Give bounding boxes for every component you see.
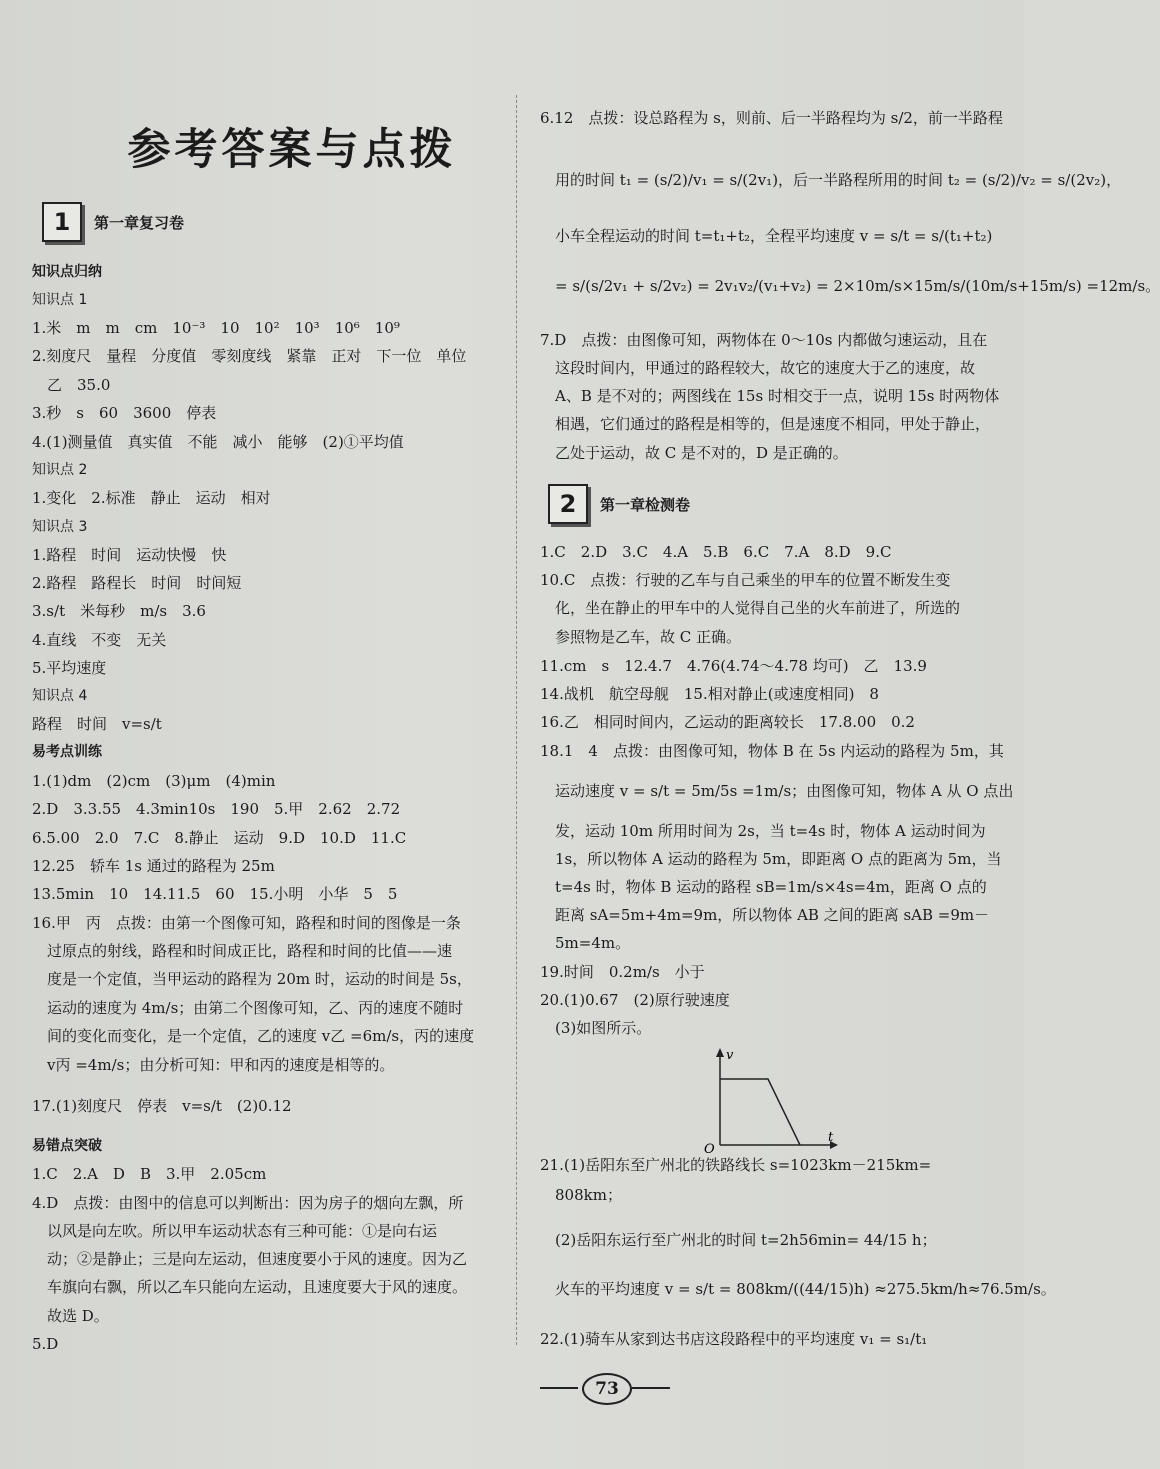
answer-line: 21.(1)岳阳东至广州北的铁路线长 s=1023km－215km= (540, 1156, 932, 1174)
page-title: 参考答案与点拨 (127, 125, 457, 175)
answer-line: 路程 时间 v=s/t (32, 715, 162, 733)
answer-line: 1.(1)dm (2)cm (3)μm (4)min (32, 772, 276, 790)
answer-line: 16.乙 相同时间内，乙运动的距离较长 17.8.00 0.2 (540, 713, 915, 731)
knowledge-point-label: 知识点 2 (32, 462, 88, 478)
answer-line: 5.平均速度 (32, 659, 107, 677)
section-number: 2 (548, 484, 588, 524)
knowledge-point-label: 知识点 4 (32, 688, 88, 704)
answer-line: 火车的平均速度 v = s/t = 808km/((44/15)h) ≈275.5km/h≈76.5m/s。 (540, 1280, 1056, 1298)
answer-line: 度是一个定值，当甲运动的路程为 20m 时，运动的时间是 5s， (32, 970, 472, 988)
answer-line: 距离 sA=5m+4m=9m，所以物体 AB 之间的距离 sAB =9m－ (540, 906, 990, 924)
section-number: 1 (42, 202, 82, 242)
column-divider (516, 95, 518, 1345)
answer-line: 动；②是静止；三是向左运动，但速度要小于风的速度。因为乙 (32, 1250, 468, 1268)
answer-line: 乙处于运动，故 C 是不对的，D 是正确的。 (540, 444, 848, 462)
origin-label: O (704, 1142, 715, 1157)
ornament-line-left (540, 1387, 578, 1389)
x-axis-label: t (828, 1130, 834, 1145)
answer-line: 1s，所以物体 A 运动的路程为 5m，即距离 O 点的距离为 5m，当 (540, 850, 1002, 868)
answer-line: 间的变化而变化，是一个定值，乙的速度 v乙 =6m/s，丙的速度 (32, 1027, 475, 1045)
answer-line: 18.1 4 点拨：由图像可知，物体 B 在 5s 内运动的路程为 5m，其 (540, 742, 1004, 760)
subsection-heading: 知识点归纳 (32, 264, 102, 280)
answer-line: 乙 35.0 (32, 376, 111, 394)
answer-line: 17.(1)刻度尺 停表 v=s/t (2)0.12 (32, 1097, 292, 1115)
answer-line: 6.12 点拨：设总路程为 s，则前、后一半路程均为 s/2，前一半路程 (540, 109, 1003, 127)
answer-line: (3)如图所示。 (540, 1019, 652, 1037)
page-number: 73 (582, 1373, 632, 1405)
answer-line: 13.5min 10 14.11.5 60 15.小明 小华 5 5 (32, 885, 398, 903)
answer-line: 19.时间 0.2m/s 小于 (540, 963, 705, 981)
answer-line: 运动的速度为 4m/s；由第二个图像可知，乙、丙的速度不随时 (32, 999, 464, 1017)
answer-line: 4.(1)测量值 真实值 不能 减小 能够 (2)①平均值 (32, 433, 404, 451)
answer-line: 7.D 点拨：由图像可知，两物体在 0～10s 内都做匀速运动，且在 (540, 331, 988, 349)
velocity-time-graph (700, 1045, 840, 1160)
answer-line: v丙 =4m/s；由分析可知：甲和丙的速度是相等的。 (32, 1056, 395, 1074)
answer-line: 1.C 2.D 3.C 4.A 5.B 6.C 7.A 8.D 9.C (540, 543, 892, 561)
answer-line: (2)岳阳东运行至广州北的时间 t=2h56min= 44/15 h； (540, 1231, 937, 1249)
answer-line: 20.(1)0.67 (2)原行驶速度 (540, 991, 730, 1009)
graph-line (720, 1079, 800, 1145)
answer-line: t=4s 时，物体 B 运动的路程 sB=1m/s×4s=4m，距离 O 点的 (540, 878, 987, 896)
answer-line: 4.直线 不变 无关 (32, 631, 167, 649)
answer-line: 1.变化 2.标准 静止 运动 相对 (32, 489, 271, 507)
answer-line: 3.秒 s 60 3600 停表 (32, 404, 217, 422)
answer-line: 12.25 轿车 1s 通过的路程为 25m (32, 857, 275, 875)
section-title: 第一章复习卷 (94, 213, 185, 232)
answer-line: 2.刻度尺 量程 分度值 零刻度线 紧靠 正对 下一位 单位 (32, 347, 467, 365)
answer-line: 发，运动 10m 所用时间为 2s，当 t=4s 时，物体 A 运动时间为 (540, 822, 986, 840)
answer-line: 5.D (32, 1335, 59, 1353)
answer-line: 6.5.00 2.0 7.C 8.静止 运动 9.D 10.D 11.C (32, 829, 407, 847)
subsection-heading: 易错点突破 (32, 1138, 102, 1154)
section-1-header (42, 202, 184, 242)
answer-line: 故选 D。 (32, 1307, 109, 1325)
answer-line: A、B 是不对的；两图线在 15s 时相交于一点，说明 15s 时两物体 (540, 387, 1000, 405)
answer-line: 22.(1)骑车从家到达书店这段路程中的平均速度 v₁ = s₁/t₁ (540, 1330, 928, 1348)
answer-line: 11.cm s 12.4.7 4.76(4.74～4.78 均可) 乙 13.9 (540, 657, 927, 675)
answer-line: 808km； (540, 1186, 622, 1204)
answer-line: 参照物是乙车，故 C 正确。 (540, 628, 742, 646)
answer-line: 以风是向左吹。所以甲车运动状态有三种可能：①是向右运 (32, 1222, 438, 1240)
answer-line: 车旗向右飘，所以乙车只能向左运动，且速度要大于风的速度。 (32, 1278, 468, 1296)
answer-line: 1.路程 时间 运动快慢 快 (32, 546, 227, 564)
answer-line: 2.路程 路程长 时间 时间短 (32, 574, 242, 592)
knowledge-point-label: 知识点 3 (32, 519, 88, 535)
answer-line: 1.C 2.A D B 3.甲 2.05cm (32, 1165, 267, 1183)
answer-line: 这段时间内，甲通过的路程较大，故它的速度大于乙的速度，故 (540, 359, 976, 377)
answer-line: 10.C 点拨：行驶的乙车与自己乘坐的甲车的位置不断发生变 (540, 571, 951, 589)
answer-line: 2.D 3.3.55 4.3min10s 190 5.甲 2.62 2.72 (32, 800, 401, 818)
answer-line: 运动速度 v = s/t = 5m/5s =1m/s；由图像可知，物体 A 从 O 点出 (540, 782, 1014, 800)
answer-line: 过原点的射线，路程和时间成正比，路程和时间的比值——速 (32, 942, 453, 960)
y-axis-arrow (716, 1048, 724, 1057)
y-axis-label: v (726, 1048, 734, 1063)
answer-line: 相遇，它们通过的路程是相等的，但是速度不相同，甲处于静止， (540, 415, 991, 433)
answer-line: 小车全程运动的时间 t=t₁+t₂，全程平均速度 v = s/t = s/(t₁+t₂) (540, 227, 993, 245)
answer-line: 5m=4m。 (540, 934, 631, 952)
answer-line: 14.战机 航空母舰 15.相对静止(或速度相同) 8 (540, 685, 879, 703)
section-2-header (548, 484, 690, 524)
answer-line: = s/(s/2v₁ + s/2v₂) = 2v₁v₂/(v₁+v₂) = 2×10m/s×15m/s/(10m/s+15m/s) =12m/s。 (540, 277, 1160, 295)
page-number-ornament (540, 1370, 670, 1406)
answer-line: 16.甲 丙 点拨：由第一个图像可知，路程和时间的图像是一条 (32, 914, 461, 932)
subsection-heading: 易考点训练 (32, 744, 102, 760)
ornament-line-right (632, 1387, 670, 1389)
answer-line: 3.s/t 米每秒 m/s 3.6 (32, 602, 206, 620)
answer-line: 用的时间 t₁ = (s/2)/v₁ = s/(2v₁)，后一半路程所用的时间 t₂ = (s/2)/v₂ = s/(2v₂)， (540, 171, 1122, 189)
section-title: 第一章检测卷 (600, 495, 691, 514)
knowledge-point-label: 知识点 1 (32, 292, 88, 308)
answer-line: 1.米 m m cm 10⁻³ 10 10² 10³ 10⁶ 10⁹ (32, 319, 400, 337)
answer-line: 4.D 点拨：由图中的信息可以判断出：因为房子的烟向左飘，所 (32, 1194, 464, 1212)
answer-line: 化，坐在静止的甲车中的人觉得自己坐的火车前进了，所选的 (540, 599, 961, 617)
